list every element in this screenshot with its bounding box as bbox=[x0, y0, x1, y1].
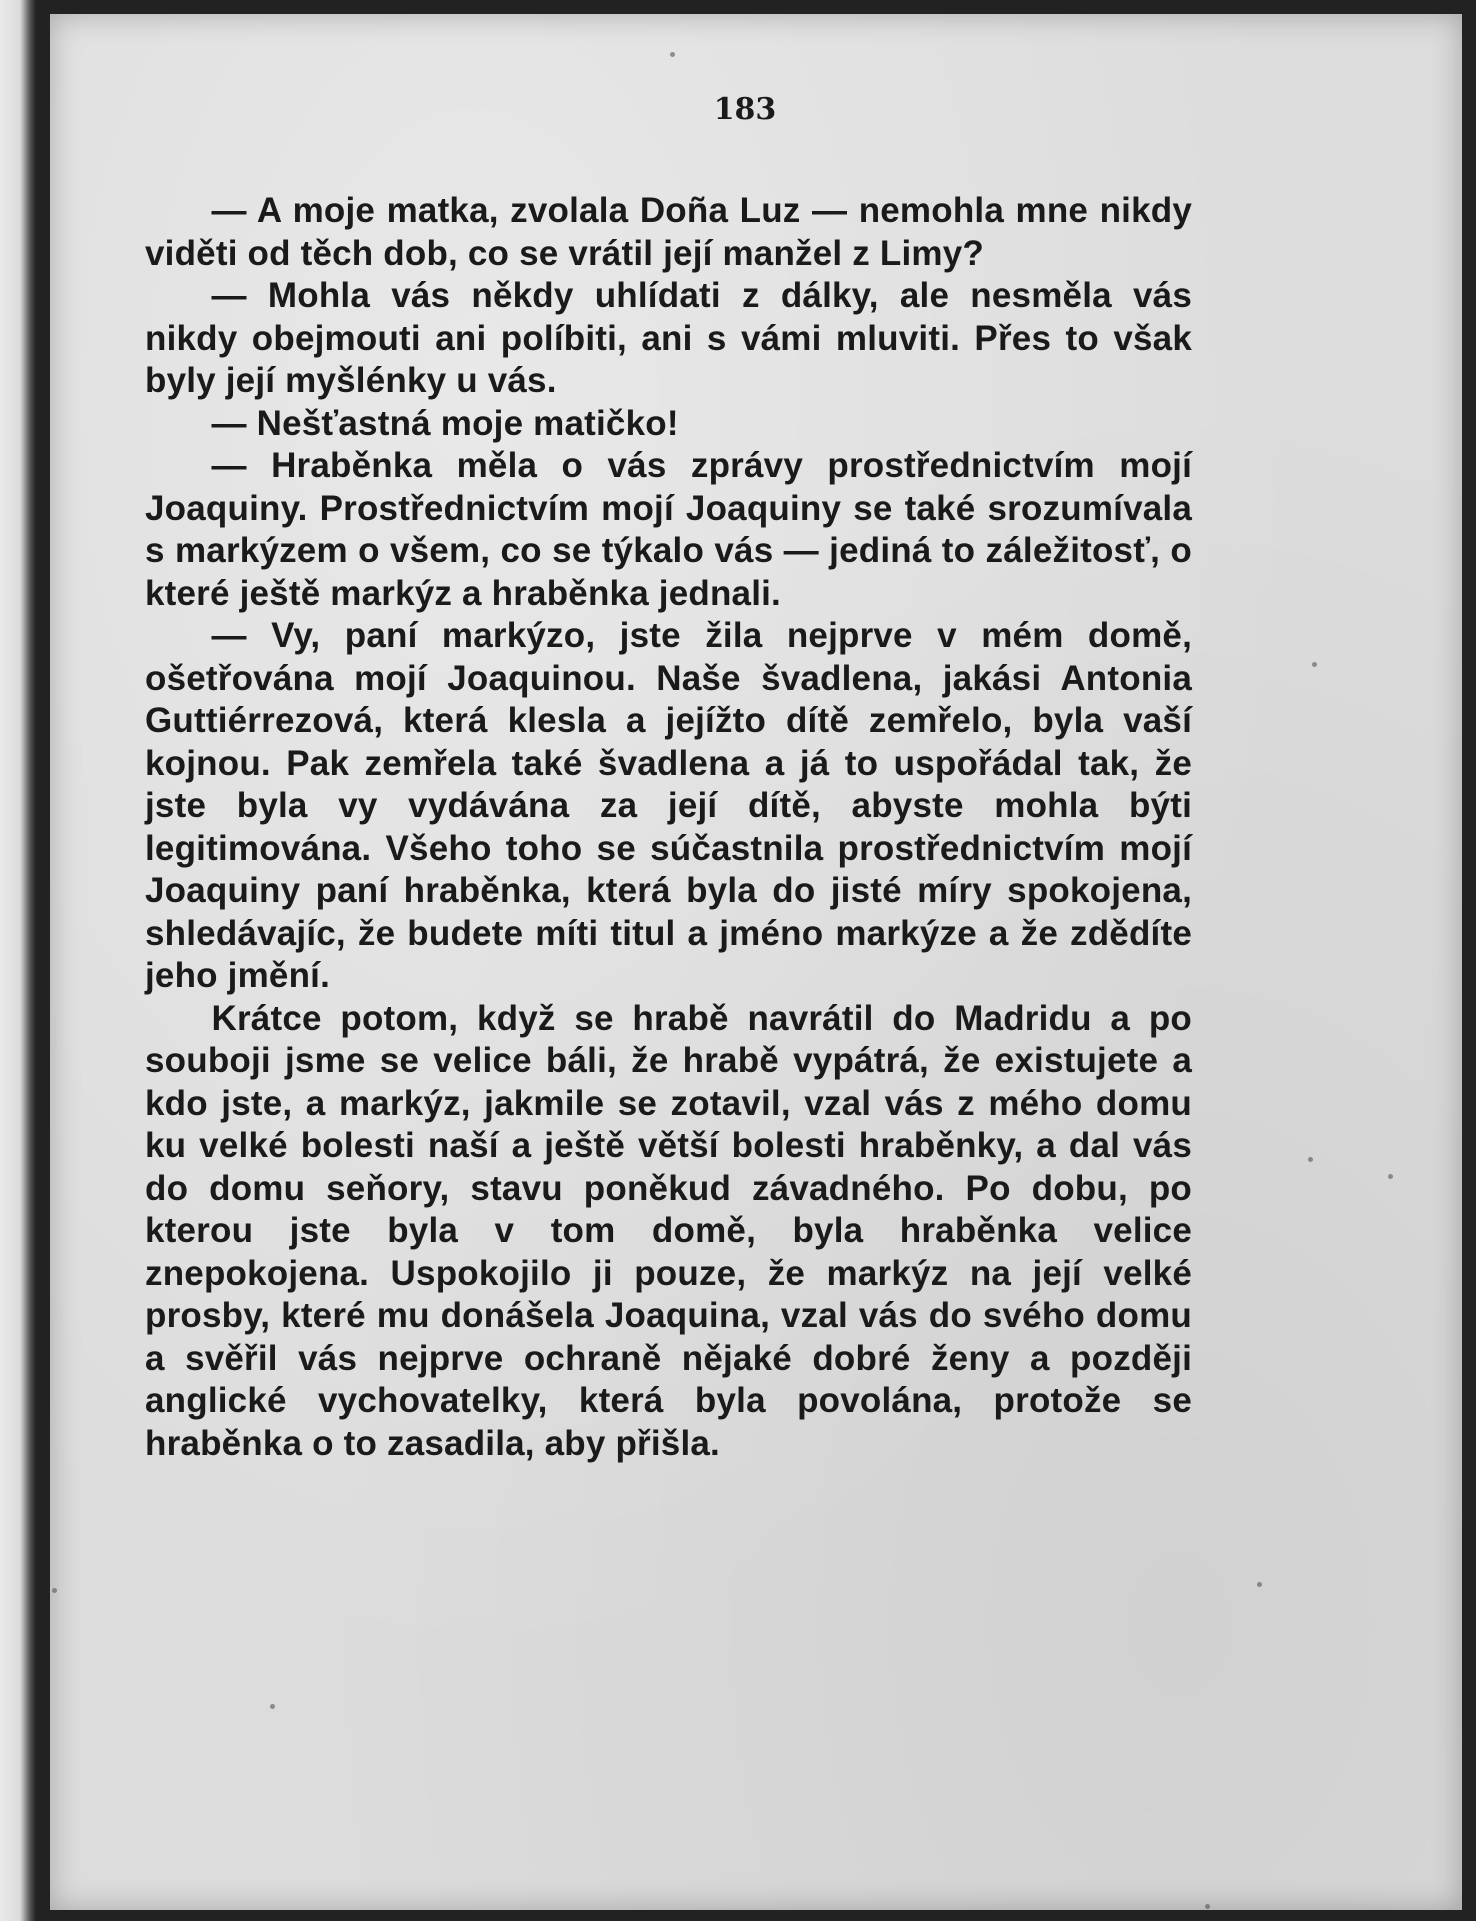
speck bbox=[52, 1588, 57, 1593]
paragraph: — Vy, paní markýzo, jste žila nejprve v mém domě, ošetřována mojí Joaquinou. Naše švadlena, jakási Antonia Guttiérrezová, která klesla a jejížto dítě zemřelo, byla vaší kojnou. Pak zemřela také švadlena a já to uspořádal tak, že jste byla vy vydávána za její dítě, abyste mohla býti legitimována. Všeho toho se súčastnila prostřednictvím mojí Joaquiny paní hraběnka, která byla do jisté míry spokojena, shledávajíc, že budete míti titul a jméno markýze a že zdědíte jeho jmění. bbox=[145, 616, 1192, 995]
book-page bbox=[50, 14, 1462, 1910]
page-number: 183 bbox=[713, 92, 777, 127]
paragraph: Krátce potom, když se hrabě navrátil do Madridu a po souboji jsme se velice báli, že hrabě vypátrá, že existujete a kdo jste, a markýz, jakmile se zotavil, vzal vás z mého domu ku velké bolesti naší a ještě větší bolesti hraběnky, a dal vás do domu seňory, stavu poněkud závadného. Po dobu, po kterou jste byla v tom domě, byla hraběnka velice znepokojena. Uspokojilo ji pouze, že markýz na její velké prosby, které mu donášela Joaquina, vzal vás do svého domu a svěřil vás nejprve ochraně nějaké dobré ženy a později anglické vychovatelky, která byla povolána, protože se hraběnka o to zasadila, aby přišla. bbox=[145, 998, 1192, 1463]
speck bbox=[1312, 662, 1317, 667]
speck bbox=[1257, 1582, 1262, 1587]
speck bbox=[1308, 1157, 1313, 1162]
speck bbox=[1205, 1904, 1210, 1909]
facing-page-edge bbox=[0, 0, 36, 1921]
paragraph: — Hraběnka měla o vás zprávy prostřednictvím mojí Joaquiny. Prostřednictvím mojí Joaquiny se také srozumívala s markýzem o všem, co se týkalo vás — jediná to záležitosť, o které ještě markýz a hraběnka jednali. bbox=[145, 446, 1192, 613]
paragraph: — Nešťastná moje matičko! bbox=[211, 403, 679, 443]
paragraph: — A moje matka, zvolala Doña Luz — nemohla mne nikdy viděti od těch dob, co se vrátil její manžel z Limy? bbox=[145, 191, 1192, 273]
speck bbox=[270, 1704, 275, 1709]
speck bbox=[670, 52, 675, 57]
speck bbox=[1388, 1174, 1393, 1179]
paragraph: — Mohla vás někdy uhlídati z dálky, ale nesměla vás nikdy obejmouti ani políbiti, ani s vámi mluviti. Přes to však byly její myšlénky u vás. bbox=[145, 276, 1192, 400]
page-text bbox=[145, 190, 1192, 1465]
